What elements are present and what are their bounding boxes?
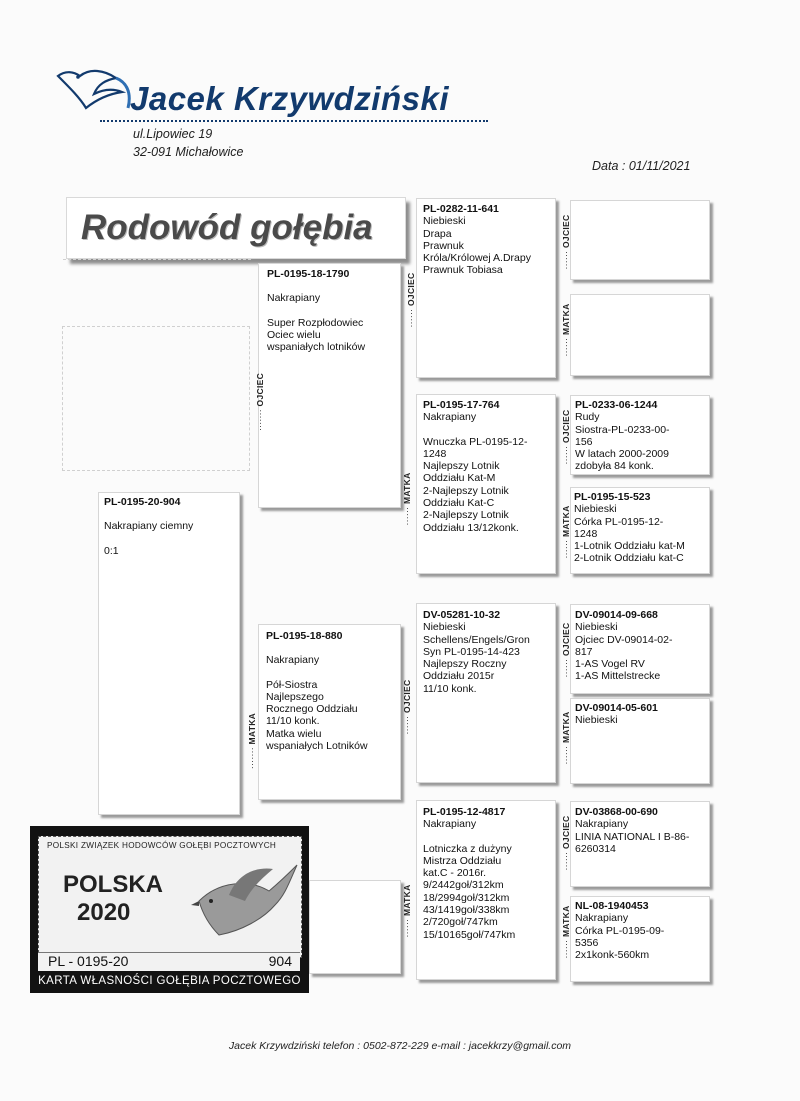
logo [56, 64, 136, 114]
mmf-label: ······ OJCIEC [561, 815, 571, 871]
header-dotted-line [100, 120, 488, 122]
ff-ring: PL-0282-11-641 [423, 203, 499, 215]
mmm-ring: NL-08-1940453 [575, 900, 649, 912]
mm-line: 15/10165goł/747km [423, 928, 516, 941]
fm-line: Oddziału Kat-C [423, 497, 495, 510]
fmf-line: zdobyła 84 konk. [575, 460, 654, 473]
fm-line: Nakrapiany [423, 411, 477, 424]
mm-text [423, 806, 556, 941]
mm-line: kat.C - 2016r. [423, 867, 487, 880]
mother-text [266, 630, 400, 752]
mm-line: 43/1419goł/338km [423, 904, 510, 917]
breeder-name: Jacek Krzywdziński [130, 80, 449, 117]
mf-line: Schellens/Engels/Gron [423, 633, 530, 646]
fmm-line: 1248 [574, 527, 598, 540]
mother-ring: PL-0195-18-880 [266, 630, 343, 642]
mff-line: 1-AS Vogel RV [575, 658, 645, 671]
fmm-label: ······ MATKA [561, 505, 571, 559]
mf-label: ······ OJCIEC [402, 679, 412, 735]
mff-line: 817 [575, 645, 593, 658]
mm-line: 2/720goł/747km [423, 916, 498, 929]
mmf-ring: DV-03868-00-690 [575, 806, 658, 818]
mother-line: Matka wielu [266, 727, 322, 740]
pigeon-icon [56, 64, 136, 114]
mother-line: Nakrapiany [266, 654, 320, 667]
ff-line: Drapa [423, 227, 452, 240]
ff-line: Prawnuk Tobiasa [423, 264, 503, 277]
fmm-line: Niebieski [574, 503, 617, 516]
mfm-ring: DV-09014-05-601 [575, 702, 658, 714]
mm-line: Mistrza Oddziału [423, 854, 502, 867]
fff-label: ······ OJCIEC [561, 214, 571, 270]
mfm-line: Niebieski [575, 714, 618, 727]
subject-text [104, 496, 239, 557]
ring-number: PL - 0195-20 [48, 953, 129, 969]
fmf-label: ······ OJCIEC [561, 409, 571, 465]
ff-line: Prawnuk [423, 239, 464, 252]
mmm-line: 2x1konk-560km [575, 949, 650, 962]
fmf-text [575, 399, 709, 473]
ownership-card-year: 2020 [77, 899, 131, 926]
document-date: Data : 01/11/2021 [592, 159, 691, 173]
father-label: ······· OJCIEC [255, 372, 265, 432]
fmf-line: Rudy [575, 411, 600, 424]
fff-card [570, 200, 710, 280]
dotted-frame-photo [62, 326, 250, 471]
mmm-line: Córka PL-0195-09- [575, 924, 665, 937]
address-line-2: 32-091 Michałowice [133, 145, 244, 159]
ownership-card [30, 826, 309, 993]
fmf-line: Siostra-PL-0233-00- [575, 423, 670, 436]
mmf-text [575, 806, 709, 855]
subject-ring: PL-0195-20-904 [104, 496, 181, 508]
mff-label: ······ OJCIEC [561, 622, 571, 678]
ownership-card-header: POLSKI ZWIĄZEK HODOWCÓW GOŁĘBI POCZTOWYCH [47, 841, 277, 850]
mm-line: 9/2442goł/312km [423, 879, 504, 892]
ff-line: Niebieski [423, 215, 466, 228]
mf-ring: DV-05281-10-32 [423, 609, 501, 621]
father-line: wspaniałych lotników [267, 341, 366, 354]
dotted-frame-top [63, 257, 251, 260]
fm-text [423, 399, 556, 534]
mother-line: wspaniałych Lotników [266, 740, 368, 753]
mff-line: 1-AS Mittelstrecke [575, 670, 661, 683]
fmm-line: 2-Lotnik Oddziału kat-C [574, 552, 684, 565]
fmf-ring: PL-0233-06-1244 [575, 399, 658, 411]
address-line-1: ul.Lipowiec 19 [133, 127, 213, 141]
fm-line: 1248 [423, 447, 447, 460]
ff-line: Króla/Królowej A.Drapy [423, 252, 531, 265]
fm-label: ······ MATKA [402, 472, 412, 526]
page-title: Rodowód gołębia [81, 208, 373, 247]
mf-line: Oddziału 2015r [423, 670, 495, 683]
ffm-card [570, 294, 710, 376]
mmm-line: Nakrapiany [575, 912, 629, 925]
mother-line: Rocznego Oddziału [266, 703, 358, 716]
mff-line: Niebieski [575, 621, 618, 634]
mff-text [575, 609, 709, 683]
mother-label: ······· MATKA [247, 712, 257, 770]
fm-line: Oddziału 13/12konk. [423, 521, 519, 534]
mother-line: 11/10 konk. [266, 715, 320, 728]
title-box [66, 197, 406, 259]
ownership-card-panel [38, 836, 302, 958]
mm-label: ······ MATKA [402, 884, 412, 938]
fmm-line: 1-Lotnik Oddziału kat-M [574, 540, 685, 553]
mm-line: Nakrapiany [423, 818, 477, 831]
mff-ring: DV-09014-09-668 [575, 609, 658, 621]
fm-line: 2-Najlepszy Lotnik [423, 484, 509, 497]
father-line: Ociec wielu [267, 328, 321, 341]
ffm-label: ······ MATKA [561, 303, 571, 357]
ownership-card-ring [38, 952, 300, 971]
fmm-ring: PL-0195-15-523 [574, 491, 651, 503]
fmm-text [574, 491, 710, 565]
subject-line: Nakrapiany ciemny [104, 520, 194, 533]
fm-ring: PL-0195-17-764 [423, 399, 500, 411]
mmf-line: 6260314 [575, 842, 616, 855]
mmm-line: 5356 [575, 936, 599, 949]
ring-suffix: 904 [268, 953, 292, 969]
ff-label: ······ OJCIEC [406, 272, 416, 328]
father-text [267, 268, 401, 353]
mmm-label: ······ MATKA [561, 905, 571, 959]
subject-line: 0:1 [104, 544, 119, 557]
fm-line: Wnuczka PL-0195-12- [423, 435, 528, 448]
mfm-label: ······ MATKA [561, 711, 571, 765]
ownership-card-country: POLSKA [63, 871, 164, 898]
mff-line: Ojciec DV-09014-02- [575, 633, 673, 646]
mf-line: Syn PL-0195-14-423 [423, 645, 520, 658]
fm-line: 2-Najlepszy Lotnik [423, 509, 509, 522]
mfm-text [575, 702, 709, 727]
father-line: Nakrapiany [267, 292, 321, 305]
father-ring: PL-0195-18-1790 [267, 268, 350, 280]
mmm-text [575, 900, 709, 961]
mmf-line: Nakrapiany [575, 818, 629, 831]
mmf-line: LINIA NATIONAL I B-86- [575, 830, 690, 843]
mother-line: Najlepszego [266, 690, 324, 703]
mf-text [423, 609, 556, 695]
fm-line: Oddziału Kat-M [423, 472, 496, 485]
mf-line: Najlepszy Roczny [423, 658, 507, 671]
fm-line: Najlepszy Lotnik [423, 460, 500, 473]
footer-contact: Jacek Krzywdziński telefon : 0502-872-229 e-mail : jacekkrzy@gmail.com [228, 1040, 572, 1052]
mm-line: 18/2994goł/312km [423, 891, 510, 904]
fmm-line: Córka PL-0195-12- [574, 515, 664, 528]
fmf-line: W latach 2000-2009 [575, 448, 669, 461]
pigeon-image-icon [189, 861, 299, 953]
ff-text [423, 203, 556, 277]
mother-line: Pół-Siostra [266, 678, 318, 691]
mm-ring: PL-0195-12-4817 [423, 806, 506, 818]
fmf-line: 156 [575, 435, 593, 448]
father-line: Super Rozpłodowiec [267, 316, 364, 329]
mm-line: Lotniczka z dużyny [423, 842, 512, 855]
mf-line: 11/10 konk. [423, 682, 477, 695]
mother-extra-card [309, 880, 401, 974]
mf-line: Niebieski [423, 621, 466, 634]
ownership-card-title: KARTA WŁASNOŚCI GOŁĘBIA POCZTOWEGO [38, 975, 301, 987]
